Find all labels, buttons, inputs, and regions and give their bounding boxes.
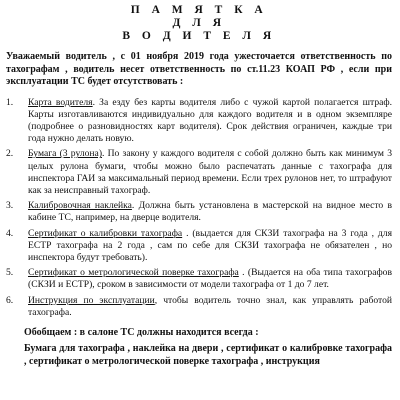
summary-text: Бумага для тахографа , наклейка на двери , сертификат о калибровке тахографа , сертификат о метрологической поверке тахографа , инструкция [24,343,392,367]
summary-title: Обобщаем : в салоне ТС должны находится всегда : [24,326,259,338]
item-label: Сертификат о калибровки тахографа [28,227,183,239]
item-text: , чтобы водитель точно знал, как управлять работой тахографа. [28,294,392,318]
item-label: Сертификат о метрологической поверке тахографа [28,267,239,279]
item-text: . Должна быть установлена в мастерской на видное место в кабине ТС, например, на дверце водителя. [28,200,392,224]
item-number: 1. [6,96,14,108]
title-line-3: В О Д И Т Е Л Я [122,30,276,42]
item-text: . (выдается для СКЗИ тахографа на 3 года , для ЕСТР тахографа на 2 года , сам по себе для СКЗИ тахографа не обязателен , но инспектора будут требовать). [28,227,392,263]
item-label: Бумага (3 рулона) [28,148,103,160]
list-item [6,97,392,146]
item-label: Инструкция по эксплуатации [28,294,155,306]
item-text: . По закону у каждого водителя с собой должно быть как минимум 3 целых рулона бумаги, чтобы можно было распечатать данные с тахографа для инспектора ГАИ за максимальный период времени. Если трех рулонов нет, то штрафуют как за неисправный тахограф. [28,148,392,196]
item-text: . (Выдается на оба типа тахографов (СКЗИ и ЕСТР), сроком в зависимости от модели тахографа от 1 до 7 лет. [28,267,392,291]
list-item [6,200,392,224]
requirements-list [6,97,392,319]
list-item [6,148,392,197]
item-number: 2. [6,148,14,160]
item-number: 3. [6,200,14,212]
item-label: Карта водителя [28,96,93,108]
list-item [6,295,392,319]
list-item [6,267,392,291]
memo-title [6,4,392,43]
title-line-1: П А М Я Т К А [130,4,268,16]
item-label: Калибровочная наклейка [28,200,132,212]
title-line-2: Д Л Я [172,17,226,29]
list-item [6,228,392,265]
item-number: 4. [6,227,14,239]
item-number: 6. [6,294,14,306]
intro-paragraph: Уважаемый водитель , с 01 ноября 2019 года ужесточается ответственность по тахографам , водитель несет ответственность по ст.11.23 КОАП РФ , если при эксплуатации ТС будет отсутствовать : [6,51,392,87]
item-text: . За езду без карты водителя либо с чужой картой полагается штраф. Карты изготавливаются индивидуально для каждого водителя и в одном экземпляре (подробнее о разновидностях карт водителя). Срок действия ограничен, каждые три года нужно делать новую. [28,96,392,145]
item-number: 5. [6,267,14,279]
